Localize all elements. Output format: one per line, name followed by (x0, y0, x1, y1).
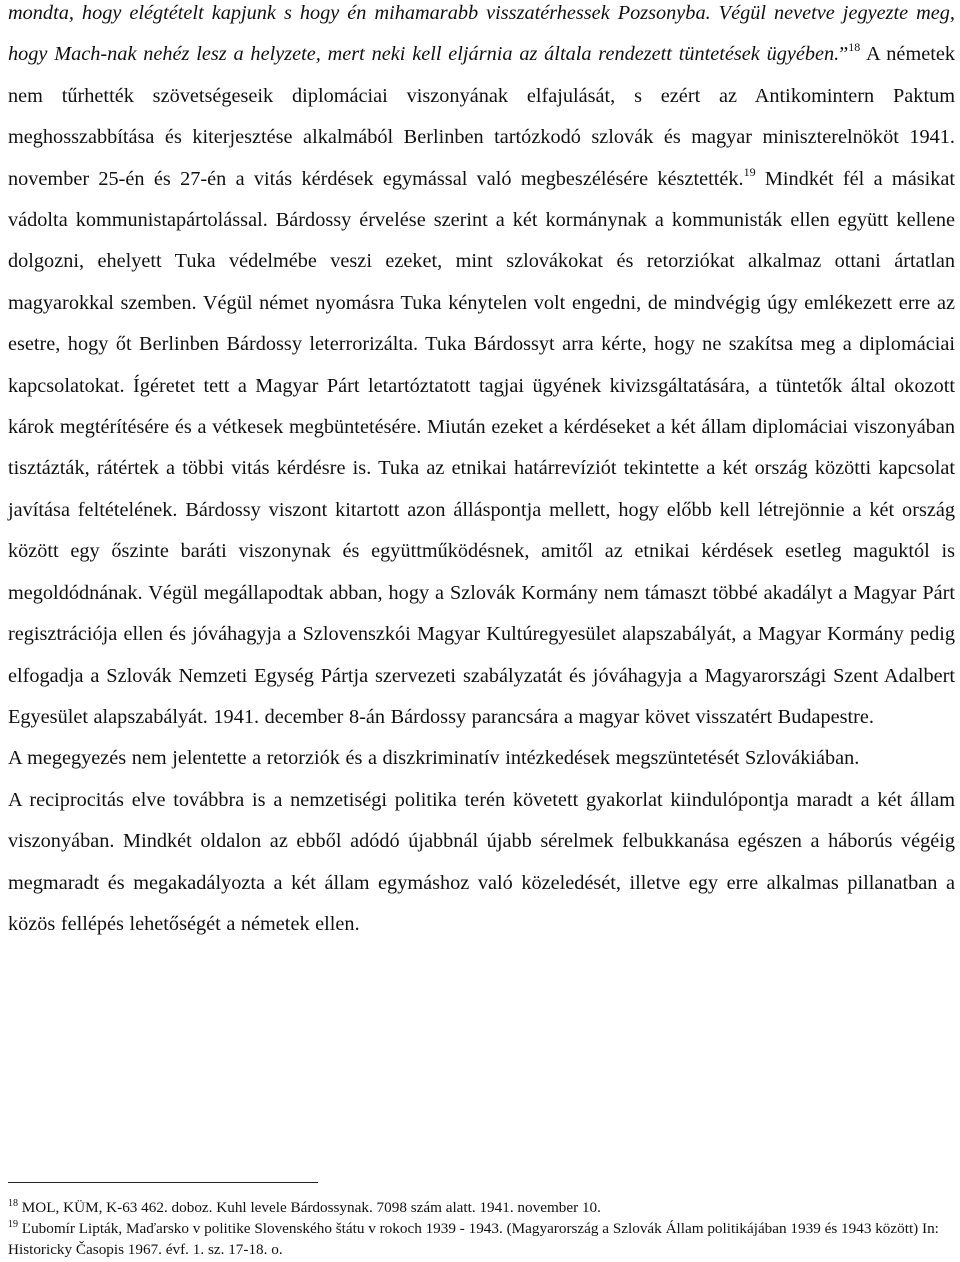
footnote-18 (8, 1197, 955, 1218)
paragraph-1-text: A németek nem tűrhették szövetségeseik diplomáciai viszonyának elfajulását, s ezért az Antikomintern Paktum meghosszabbítása és kiterjesztése alkalmából Berlinben tartózkodó szlovák és magyar miniszterelnököt 1941. november 25-én és 27-én a vitás kérdések egymással való megbeszélésére késztették. (8, 43, 955, 190)
footnote-ref-19[interactable]: 19 (743, 164, 756, 179)
footnote-19 (8, 1218, 955, 1260)
quoted-italic-text: mondta, hogy elégtételt kapjunk s hogy én mihamarabb visszatérhessek Pozsonyba. Végül nevetve jegyezte meg, hogy Mach-nak nehéz lesz a helyzete, mert neki kell eljárnia az általa rendezett tüntetések ügyében. (8, 2, 955, 66)
paragraph-3: A reciprocitás elve továbbra is a nemzetiségi politika terén követett gyakorlat kiindulópontja maradt a két állam viszonyában. Mindkét oldalon az ebből adódó újabbnál újabb sérelmek felbukkanása egészen a háborús végéig megmaradt és megakadályozta a két állam egymáshoz való közeledését, illetve egy erre alkalmas pillanatban a közös fellépés lehetőségét a németek ellen. (8, 788, 955, 935)
paragraph-1-text-cont: Mindkét fél a másikat vádolta kommunistapártolással. Bárdossy érvelése szerint a két kormánynak a kommunisták ellen együtt kellene dolgozni, ehelyett Tuka védelmébe veszi ezeket, mint szlovákokat és retorziókat alkalmaz ottani ártatlan magyarokkal szemben. Végül német nyomásra Tuka kénytelen volt engedni, de mindvégig úgy emlékezett erre az esetre, hogy őt Berlinben Bárdossy leterrorizálta. Tuka Bárdossyt arra kérte, hogy ne szakítsa meg a diplomáciai kapcsolatokat. Ígéretet tett a Magyar Párt letartóztatott tagjai ügyének kivizsgáltatására, a tüntetők által okozott károk megtérítésére és a vétkesek megbüntetésére. Miután ezeket a kérdéseket a két állam diplomáciai viszonyában tisztázták, rátértek a többi vitás kérdésre is. Tuka az etnikai határrevíziót tekintette a két ország közötti kapcsolat javítása feltételének. Bárdossy viszont kitartott azon álláspontja mellett, hogy előbb kell létrejönnie a két ország között egy őszinte baráti viszonynak és együttműködésnek, amitől az etnikai kérdések esetleg maguktól is megoldódnának. Végül megállapodtak abban, hogy a Szlovák Kormány nem támaszt többé akadályt a Magyar Párt regisztrációja ellen és jóváhagyja a Szlovenszkói Magyar Kultúregyesület alapszabályát, a Magyar Kormány pedig elfogadja a Szlovák Nemzeti Egység Pártja szervezeti szabályzatát és jóváhagyja a Magyarországi Szent Adalbert Egyesület alapszabályát. 1941. december 8-án Bárdossy parancsára a magyar követ visszatért Budapestre. (8, 167, 955, 728)
footnote-number: 18 (8, 1198, 18, 1209)
footnote-separator (8, 1182, 318, 1183)
document-page (8, 0, 955, 1258)
closing-quote: ” (839, 43, 849, 66)
paragraph-1 (8, 0, 955, 738)
footnote-text: MOL, KÜM, K-63 462. doboz. Kuhl levele Bárdossynak. 7098 szám alatt. 1941. november 10. (18, 1199, 601, 1216)
footnote-text: Ľubomír Lipták, Maďarsko v politike Slovenského štátu v rokoch 1939 - 1943. (Magyarország a Szlovák Állam politikájában 1939 és 1943 között) In: Historicky Časopis 1967. évf. 1. sz. 17-18. o. (8, 1220, 939, 1258)
footnote-ref-18[interactable]: 18 (848, 40, 861, 55)
paragraph-2: A megegyezés nem jelentette a retorziók és a diszkriminatív intézkedések megszüntetését Szlovákiában. (8, 747, 860, 770)
footnote-number: 19 (8, 1219, 18, 1230)
footnotes (8, 1197, 955, 1260)
